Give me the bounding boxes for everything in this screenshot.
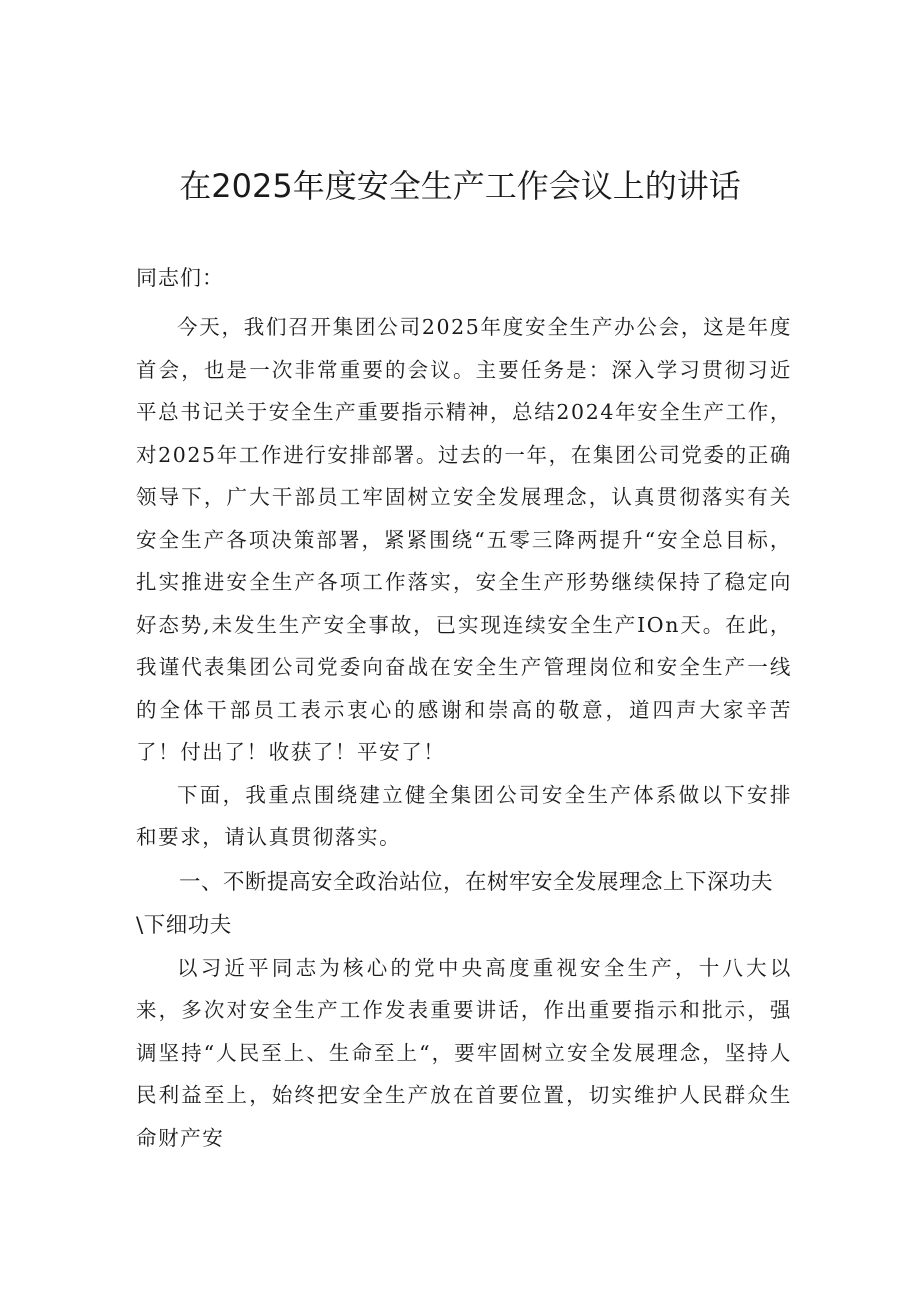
document-body [136,256,792,1159]
section-heading: 一、不断提高安全政治站位，在树牢安全发展理念上下深功夫\下细功夫 [136,869,774,938]
paragraph-section-one: 以习近平同志为核心的党中央高度重视安全生产，十八大以来，多次对安全生产工作发表重要讲话，作出重要指示和批示，强调坚持“人民至上、生命至上“，要牢固树立安全发展理念，坚持人民利益至上，始终把安全生产放在首要位置，切实维护人民群众生命财产安 [136,955,792,1150]
paragraph-opening: 今天，我们召开集团公司2025年度安全生产办公会，这是年度首会，也是一次非常重要的会议。主要任务是：深入学习贯彻习近平总书记关于安全生产重要指示精神，总结2024年安全生产工作，对2025年工作进行安排部署。过去的一年，在集团公司党委的正确领导下，广大干部员工牢固树立安全发展理念，认真贯彻落实有关安全生产各项决策部署，紧紧围绕“五零三降两提升“安全总目标，扎实推进安全生产各项工作落实，安全生产形势继续保持了稳定向好态势,未发生生产安全事故，已实现连续安全生产IOn天。在此，我谨代表集团公司党委向奋战在安全生产管理岗位和安全生产一线的全体干部员工表示衷心的感谢和崇高的敬意，道四声大家辛苦了！付出了！收获了！平安了！ [136,315,792,764]
paragraph-arrangement: 下面，我重点围绕建立健全集团公司安全生产体系做以下安排和要求，请认真贯彻落实。 [136,782,792,849]
document-title: 在2025年度安全生产工作会议上的讲话 [179,167,741,205]
salutation: 同志们： [136,266,224,290]
